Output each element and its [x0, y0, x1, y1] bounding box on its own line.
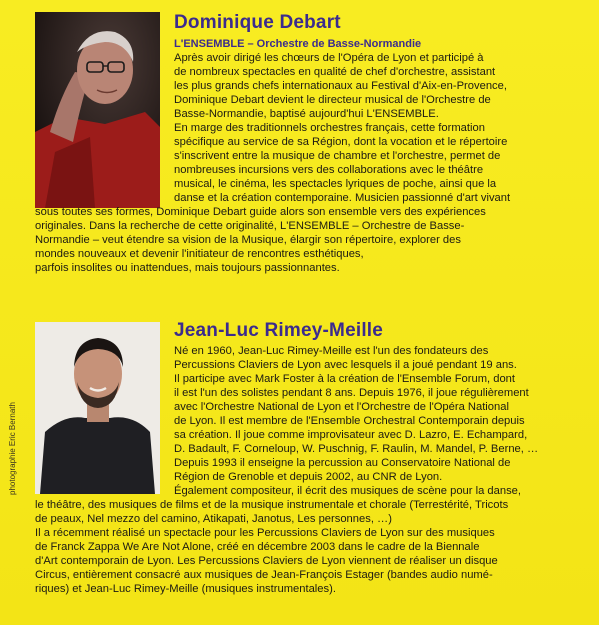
bio-1-line: Après avoir dirigé les chœurs de l'Opéra de Lyon et participé à: [174, 52, 484, 64]
name-heading-2: Jean-Luc Rimey-Meille: [174, 320, 384, 341]
bio-1-line: les plus grands chefs internationaux au Festival d'Aix-en-Provence,: [174, 80, 507, 92]
bio-2-line: de Lyon. Il est membre de l'Ensemble Orchestral Contemporain depuis: [174, 415, 525, 427]
bio-2-line: Région de Grenoble et depuis 2002, au CNR de Lyon.: [174, 471, 443, 483]
photo-credit: photographie Eric Bernath: [8, 402, 17, 495]
bio-2-line: Il participe avec Mark Foster à la création de l'Ensemble Forum, dont: [174, 373, 516, 385]
bio-1-line: nombreuses incursions vers des collaborations avec le théâtre: [174, 164, 484, 176]
bio-1-line: sous toutes ses formes, Dominique Debart guide alors son ensemble vers des expériences: [35, 206, 486, 218]
bio-1-line: parfois insolites ou inattendues, mais toujours passionnantes.: [35, 262, 340, 274]
bio-1-line: de nombreux spectacles en qualité de chef d'orchestre, assistant: [174, 66, 496, 78]
bio-2-line: Percussions Claviers de Lyon avec lesquels il a joué pendant 19 ans.: [174, 359, 517, 371]
bio-2-line: sa création. Il joue comme improvisateur avec D. Lazro, E. Echampard,: [174, 429, 528, 441]
bio-1-line: spécifique au service de sa Région, dont la vocation et le répertoire: [174, 136, 508, 148]
bio-2-line: il est l'un des solistes pendant 8 ans. Depuis 1976, il joue régulièrement: [174, 387, 529, 399]
bio-2-line: Depuis 1993 il enseigne la percussion au Conservatoire National de: [174, 457, 511, 469]
bio-2-line: Né en 1960, Jean-Luc Rimey-Meille est l'un des fondateurs des: [174, 345, 489, 357]
bio-2-line: Également compositeur, il écrit des musiques de scène pour la danse,: [174, 485, 522, 497]
bio-1-line: musical, le cinéma, les spectacles lyriques de poche, ainsi que la: [174, 178, 497, 190]
portrait-jean-luc-rimey-meille: [35, 322, 160, 494]
portrait-dominique-debart: [35, 12, 160, 208]
bio-1-line: En marge des traditionnels orchestres français, cette formation: [174, 122, 485, 134]
name-heading-1: Dominique Debart: [174, 12, 341, 33]
bio-2-line: D. Badault, F. Corneloup, W. Puschnig, F. Raulin, M. Mandel, P. Berne, …: [174, 443, 539, 455]
bio-2-line: de peaux, Nel mezzo del camino, Atikapati, Janotus, Les personnes, …): [35, 513, 392, 525]
bio-2-line: riques) et Jean-Luc Rimey-Meille (musiques instrumentales).: [35, 583, 336, 595]
bio-2-line: le théâtre, des musiques de films et de la musique instrumentale et chorale (Terrestérité, Tricots: [35, 499, 509, 511]
bio-2-line: de Franck Zappa We Are Not Alone, créé en décembre 2003 dans le cadre de la Biennale: [35, 541, 480, 553]
bio-2-line: Il a récemment réalisé un spectacle pour les Percussions Claviers de Lyon sur des musiques: [35, 527, 495, 539]
bio-2-line: d'Art contemporain de Lyon. Les Percussions Claviers de Lyon viennent de réaliser un disque: [35, 555, 498, 567]
bio-1-line: danse et la création contemporaine. Musicien passionné d'art vivant: [174, 192, 511, 204]
bio-1-line: Dominique Debart devient le directeur musical de l'Orchestre de: [174, 94, 491, 106]
bio-2-line: avec l'Orchestre National de Lyon et l'Orchestre de l'Opéra National: [174, 401, 509, 413]
bio-2-line: Circus, entièrement consacré aux musiques de Jean-François Estager (bandes audio numé-: [35, 569, 493, 581]
bio-1-line: Basse-Normandie, baptisé aujourd'hui L'ENSEMBLE.: [174, 108, 439, 120]
bio-1-line: s'inscrivent entre la musique de chambre et l'orchestre, permet de: [174, 150, 501, 162]
portrait-1-image: [35, 12, 160, 208]
bio-1-line: mondes nouveaux et devenir l'initiateur de rencontres esthétiques,: [35, 248, 364, 260]
ensemble-subtitle: L'ENSEMBLE – Orchestre de Basse-Normandie: [174, 38, 422, 50]
bio-1-line: originales. Dans la recherche de cette originalité, L'ENSEMBLE – Orchestre de Basse-: [35, 220, 465, 232]
portrait-2-image: [35, 322, 160, 494]
bio-1-line: Normandie – veut étendre sa vision de la Musique, élargir son répertoire, explorer des: [35, 234, 461, 246]
